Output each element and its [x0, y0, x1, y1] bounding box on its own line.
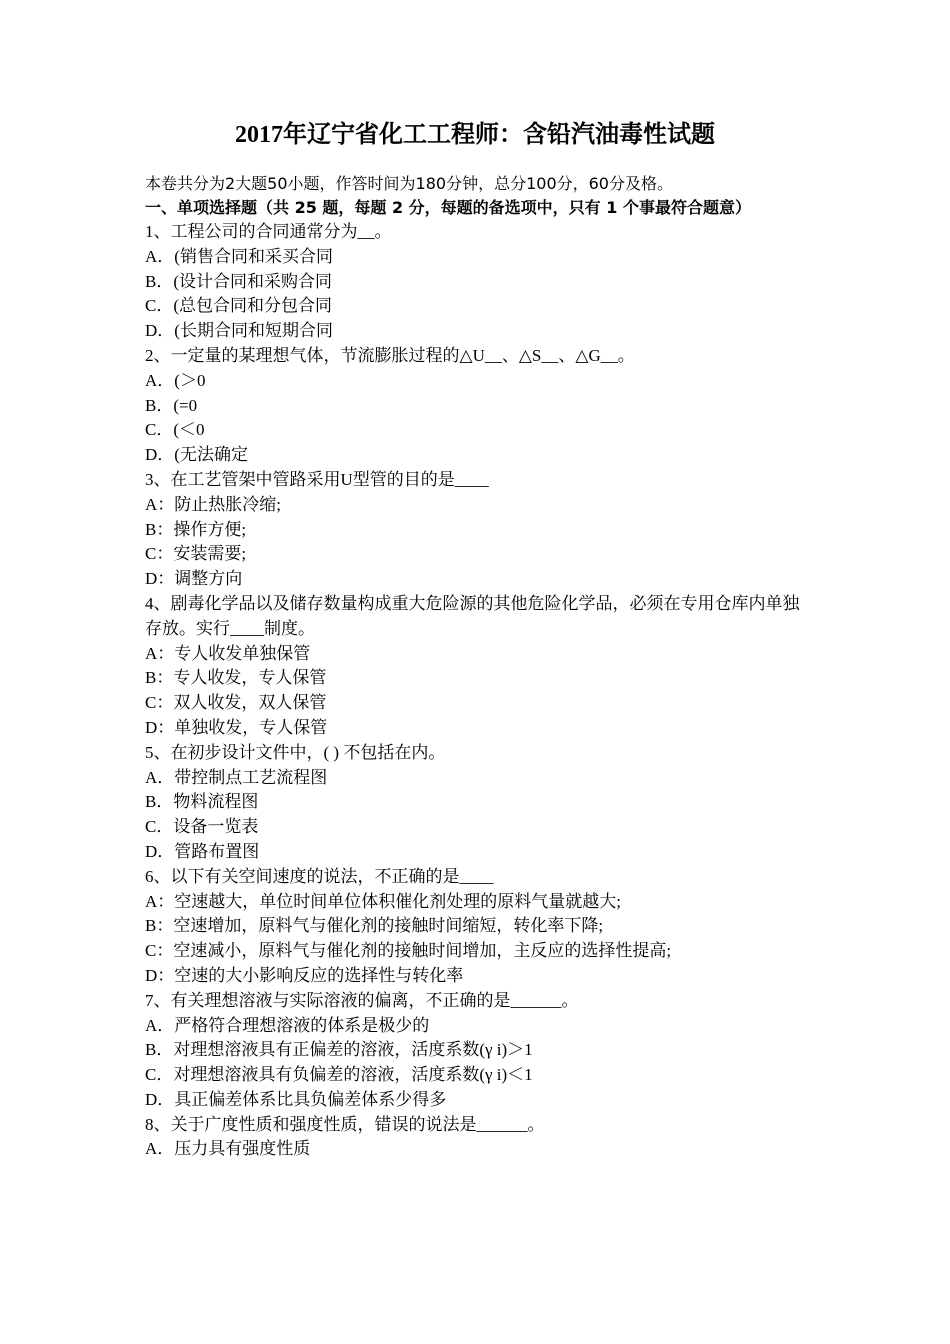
- question-block: [145, 220, 810, 344]
- option-c: C．(＜0: [145, 420, 205, 440]
- option-d: D．(长期合同和短期合同: [145, 321, 333, 341]
- option-c: C：空速减小，原料气与催化剂的接触时间增加，主反应的选择性提高;: [145, 941, 672, 961]
- question-text: 4、剧毒化学品以及储存数量构成重大危险源的其他危险化学品，必须在专用仓库内单独存放。实行____制度。: [145, 593, 800, 638]
- exam-intro: 本卷共分为2大题50小题，作答时间为180分钟，总分100分，60分及格。: [145, 174, 673, 193]
- option-c: C．设备一览表: [145, 817, 259, 837]
- question-block: [145, 865, 810, 989]
- option-d: D：单独收发，专人保管: [145, 717, 328, 737]
- option-a: A．(＞0: [145, 370, 206, 390]
- option-a: A．压力具有强度性质: [145, 1139, 311, 1159]
- option-b: B：专人收发，专人保管: [145, 668, 327, 688]
- option-a: A．严格符合理想溶液的体系是极少的: [145, 1015, 430, 1035]
- option-a: A：防止热胀冷缩;: [145, 494, 281, 514]
- option-a: A：专人收发单独保管: [145, 643, 311, 663]
- option-b: B：操作方便;: [145, 519, 247, 539]
- option-d: D：调整方向: [145, 569, 243, 589]
- option-d: D：空速的大小影响反应的选择性与转化率: [145, 965, 464, 985]
- question-text: 8、关于广度性质和强度性质，错误的说法是______。: [145, 1114, 545, 1134]
- option-d: D．具正偏差体系比具负偏差体系少得多: [145, 1089, 447, 1109]
- option-c: C．对理想溶液具有负偏差的溶液，活度系数(γ i)＜1: [145, 1065, 533, 1085]
- document-body: [145, 171, 810, 1162]
- question-block: [145, 989, 810, 1113]
- option-d: D．(无法确定: [145, 445, 248, 465]
- option-a: A．(销售合同和采买合同: [145, 246, 333, 266]
- document-title: 2017年辽宁省化工工程师：含铅汽油毒性试题: [235, 122, 715, 148]
- question-text: 1、工程公司的合同通常分为__。: [145, 222, 392, 241]
- option-c: C：安装需要;: [145, 544, 247, 564]
- option-b: B．物料流程图: [145, 792, 259, 812]
- question-text: 3、在工艺管架中管路采用U型管的目的是____: [145, 469, 489, 489]
- option-b: B：空速增加，原料气与催化剂的接触时间缩短，转化率下降;: [145, 916, 604, 936]
- option-a: A：空速越大，单位时间单位体积催化剂处理的原料气量就越大;: [145, 891, 621, 911]
- question-text: 6、以下有关空间速度的说法，不正确的是____: [145, 866, 494, 886]
- question-block: [145, 592, 810, 741]
- option-c: C：双人收发，双人保管: [145, 693, 327, 713]
- question-block: [145, 1113, 810, 1163]
- question-block: [145, 344, 810, 468]
- option-d: D．管路布置图: [145, 841, 260, 861]
- option-c: C．(总包合同和分包合同: [145, 296, 332, 316]
- question-text: 7、有关理想溶液与实际溶液的偏离，不正确的是______。: [145, 990, 579, 1010]
- section-heading: 一、单项选择题（共 25 题，每题 2 分，每题的备选项中，只有 1 个事最符合题意）: [145, 198, 751, 217]
- option-b: B．(=0: [145, 395, 198, 415]
- option-b: B．对理想溶液具有正偏差的溶液，活度系数(γ i)＞1: [145, 1040, 533, 1060]
- question-block: [145, 468, 810, 592]
- question-text: 5、在初步设计文件中，( ) 不包括在内。: [145, 742, 446, 762]
- question-block: [145, 741, 810, 865]
- question-text: 2、一定量的某理想气体，节流膨胀过程的△U__、△S__、△G__。: [145, 345, 635, 365]
- option-a: A．带控制点工艺流程图: [145, 767, 328, 787]
- option-b: B．(设计合同和采购合同: [145, 271, 332, 291]
